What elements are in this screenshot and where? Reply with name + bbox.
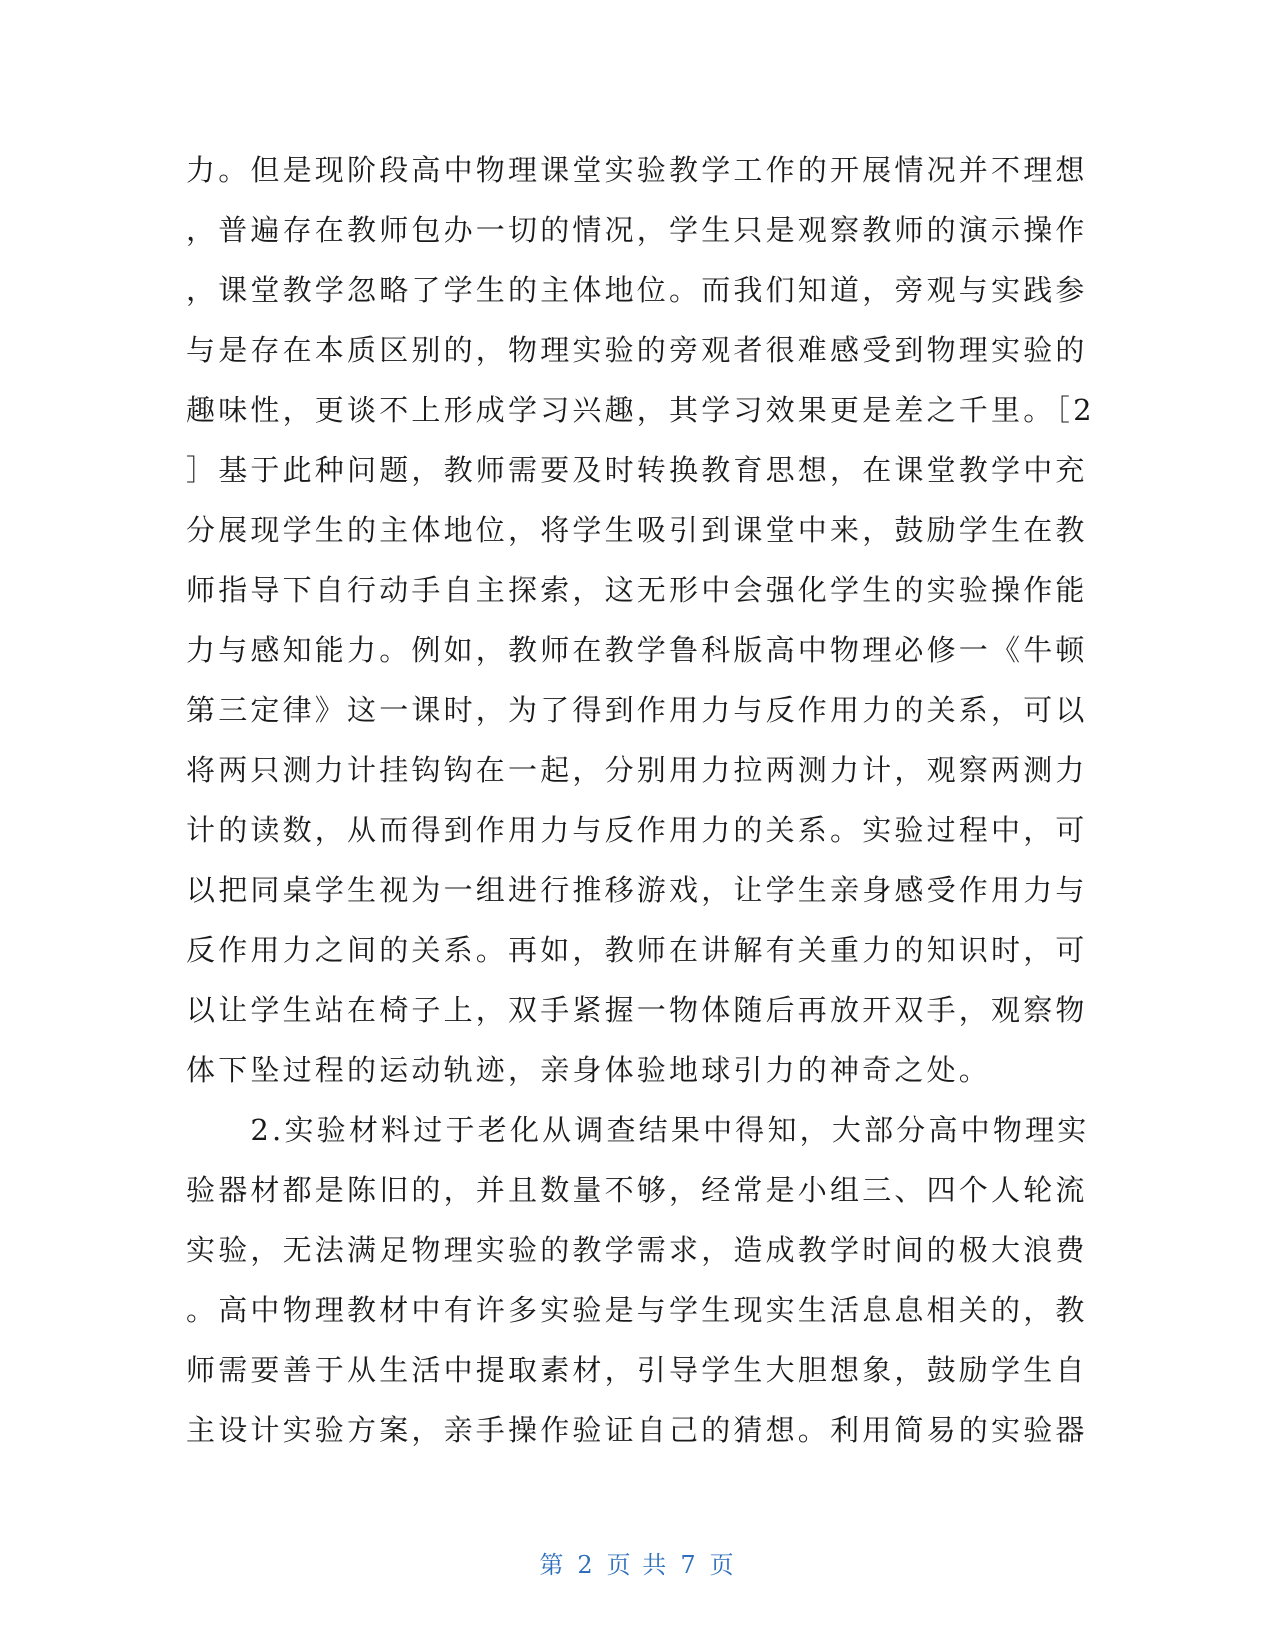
total-pages-number: 7 bbox=[680, 1551, 698, 1579]
text-line: ，普遍存在教师包办一切的情况，学生只是观察教师的演示操作 bbox=[186, 213, 1088, 247]
text-line: 师指导下自行动手自主探索，这无形中会强化学生的实验操作能 bbox=[186, 573, 1088, 607]
current-page-number: 2 bbox=[577, 1551, 595, 1579]
text-line: 2.实验材料过于老化从调查结果中得知，大部分高中物理实 bbox=[186, 1113, 1090, 1147]
footer-label-of: 页 共 bbox=[606, 1551, 669, 1579]
text-line: 以让学生站在椅子上，双手紧握一物体随后再放开双手，观察物 bbox=[186, 993, 1088, 1027]
text-line: 。高中物理教材中有许多实验是与学生现实生活息息相关的，教 bbox=[186, 1293, 1088, 1327]
text-line: 计的读数，从而得到作用力与反作用力的关系。实验过程中，可 bbox=[186, 813, 1088, 847]
text-line: ，课堂教学忽略了学生的主体地位。而我们知道，旁观与实践参 bbox=[186, 273, 1088, 307]
text-line: 与是存在本质区别的，物理实验的旁观者很难感受到物理实验的 bbox=[186, 333, 1088, 367]
text-line: 以把同桌学生视为一组进行推移游戏，让学生亲身感受作用力与 bbox=[186, 873, 1088, 907]
body-text bbox=[186, 140, 1095, 1460]
page-footer bbox=[0, 1545, 1275, 1580]
text-line: 力与感知能力。例如，教师在教学鲁科版高中物理必修一《牛顿 bbox=[186, 633, 1088, 667]
text-line: 主设计实验方案，亲手操作验证自己的猜想。利用简易的实验器 bbox=[186, 1413, 1088, 1447]
text-line: 师需要善于从生活中提取素材，引导学生大胆想象，鼓励学生自 bbox=[186, 1353, 1088, 1387]
footer-label-end: 页 bbox=[709, 1551, 736, 1579]
text-line: 体下坠过程的运动轨迹，亲身体验地球引力的神奇之处。 bbox=[186, 1053, 992, 1087]
text-line: 分展现学生的主体地位，将学生吸引到课堂中来，鼓励学生在教 bbox=[186, 513, 1088, 547]
text-line: 力。但是现阶段高中物理课堂实验教学工作的开展情况并不理想 bbox=[186, 153, 1088, 187]
footer-label-page: 第 bbox=[539, 1551, 566, 1579]
text-line: 第三定律》这一课时，为了得到作用力与反作用力的关系，可以 bbox=[186, 693, 1088, 727]
text-line: 实验，无法满足物理实验的教学需求，造成教学时间的极大浪费 bbox=[186, 1233, 1088, 1267]
text-line: 反作用力之间的关系。再如，教师在讲解有关重力的知识时，可 bbox=[186, 933, 1088, 967]
text-line: 将两只测力计挂钩钩在一起，分别用力拉两测力计，观察两测力 bbox=[186, 753, 1088, 787]
text-line: 趣味性，更谈不上形成学习兴趣，其学习效果更是差之千里。［2 bbox=[186, 393, 1095, 427]
text-line: 验器材都是陈旧的，并且数量不够，经常是小组三、四个人轮流 bbox=[186, 1173, 1088, 1207]
text-line: ］基于此种问题，教师需要及时转换教育思想，在课堂教学中充 bbox=[186, 453, 1088, 487]
